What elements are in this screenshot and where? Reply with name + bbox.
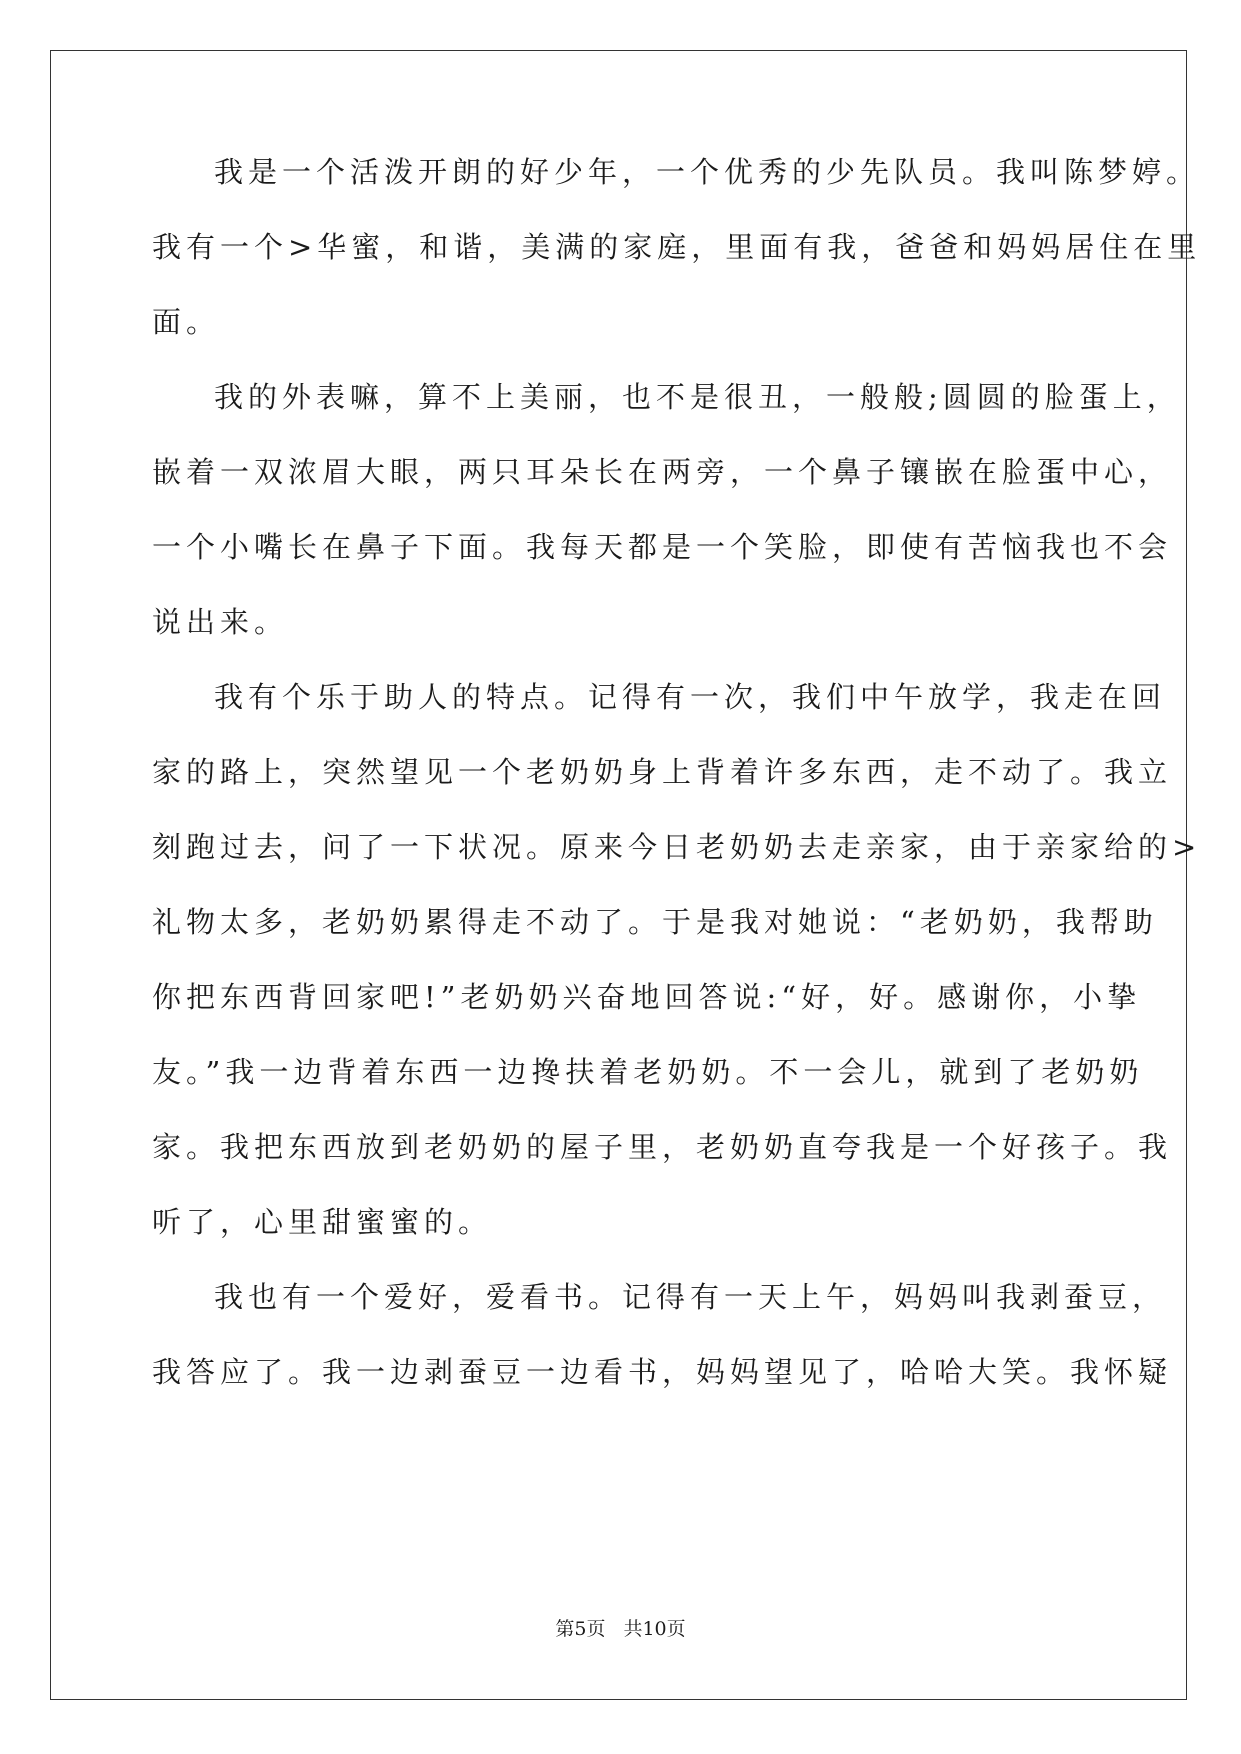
text-line: 你把东西背回家吧!”老奶奶兴奋地回答说:“好，好。感谢你，小挚 — [152, 980, 1142, 1014]
text-line: 我答应了。我一边剥蚕豆一边看书，妈妈望见了，哈哈大笑。我怀疑 — [152, 1355, 1173, 1389]
page-number: 第5页 — [555, 1618, 606, 1640]
text-line: 我有个乐于助人的特点。记得有一次，我们中午放学，我走在回 — [214, 680, 1167, 714]
text-line: 说出来。 — [152, 605, 289, 639]
text-line: 我也有一个爱好，爱看书。记得有一天上午，妈妈叫我剥蚕豆， — [214, 1280, 1167, 1314]
page-border — [50, 50, 1187, 1700]
text-line: 我是一个活泼开朗的好少年，一个优秀的少先队员。我叫陈梦婷。 — [214, 155, 1201, 189]
text-line: 听了，心里甜蜜蜜的。 — [152, 1205, 493, 1239]
text-line: 面。 — [152, 305, 221, 339]
text-line: 我有一个>华蜜，和谐，美满的家庭，里面有我，爸爸和妈妈居住在里 — [152, 230, 1202, 264]
text-line: 一个小嘴长在鼻子下面。我每天都是一个笑脸，即使有苦恼我也不会 — [152, 530, 1173, 564]
text-line: 嵌着一双浓眉大眼，两只耳朵长在两旁，一个鼻子镶嵌在脸蛋中心， — [152, 455, 1173, 489]
text-line: 我的外表嘛，算不上美丽，也不是很丑，一般般;圆圆的脸蛋上， — [214, 380, 1181, 414]
text-line: 礼物太多，老奶奶累得走不动了。于是我对她说：“老奶奶，我帮助 — [152, 905, 1158, 939]
text-line: 家的路上，突然望见一个老奶奶身上背着许多东西，走不动了。我立 — [152, 755, 1173, 789]
text-line: 家。我把东西放到老奶奶的屋子里，老奶奶直夸我是一个好孩子。我 — [152, 1130, 1173, 1164]
page-total: 共10页 — [623, 1618, 686, 1640]
page-footer — [0, 1617, 1241, 1641]
text-line: 刻跑过去，问了一下状况。原来今日老奶奶去走亲家，由于亲家给的> — [152, 830, 1202, 864]
text-line: 友。”我一边背着东西一边搀扶着老奶奶。不一会儿，就到了老奶奶 — [152, 1055, 1144, 1089]
